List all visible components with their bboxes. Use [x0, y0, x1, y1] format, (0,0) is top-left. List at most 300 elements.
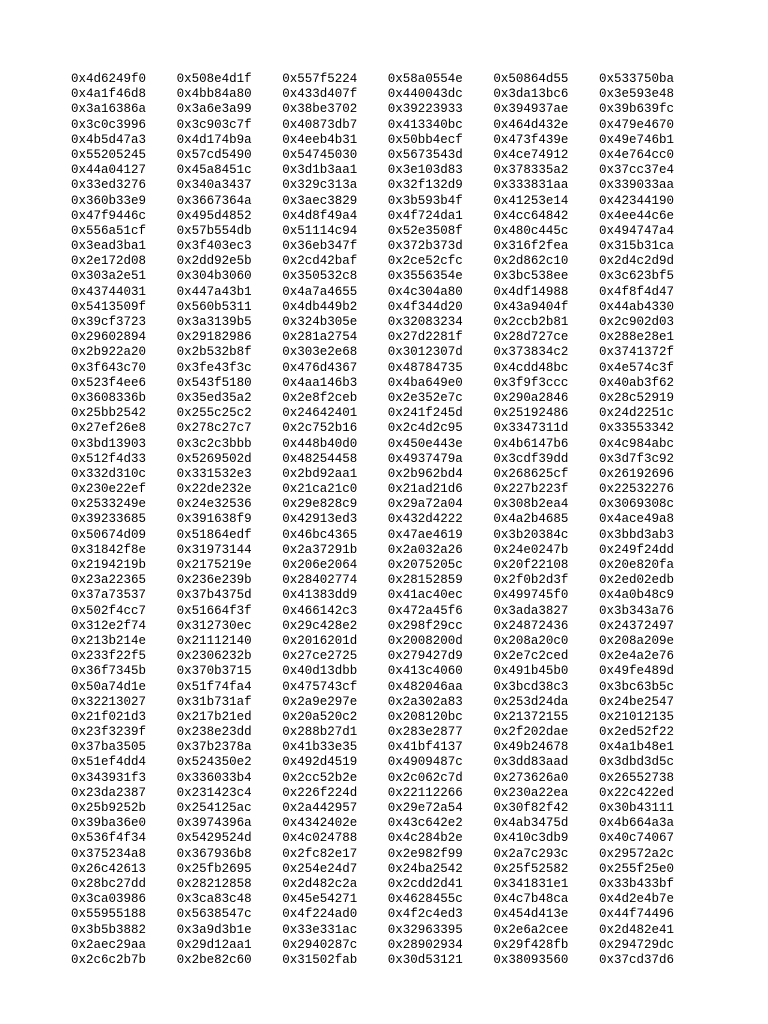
hex-cell: 0x57b554db: [176, 223, 252, 238]
hex-cell: 0x254125ac: [176, 801, 252, 815]
hex-cell: 0x4d8f49a4: [282, 208, 358, 223]
hex-cell: 0x33553342: [598, 421, 674, 436]
hex-cell: 0x4f724da1: [387, 208, 463, 223]
hex-cell: 0x410c3db9: [493, 831, 569, 846]
hex-cell: 0x45e54271: [282, 892, 358, 907]
hex-cell: 0x495d4852: [176, 208, 252, 223]
hex-cell: 0x50a74d1e: [71, 679, 147, 694]
table-row: [71, 254, 705, 269]
table-row: [71, 558, 705, 573]
hex-cell: 0x4c024788: [282, 831, 358, 846]
hex-cell: 0x51ef4dd4: [71, 755, 147, 770]
hex-cell: 0x466142c3: [282, 603, 358, 618]
hex-cell: 0x557f5224: [282, 72, 358, 86]
hex-cell: 0x2c6c2b7b: [71, 952, 147, 967]
hex-cell: 0x3f9f3ccc: [493, 375, 569, 390]
hex-cell: 0x28152859: [387, 573, 463, 588]
hex-cell: 0x32963395: [387, 922, 463, 937]
table-row: [71, 907, 705, 922]
hex-cell: 0x2ed52f22: [598, 725, 674, 740]
hex-cell: 0x57cd5490: [176, 147, 252, 162]
hex-cell: 0x5673543d: [387, 147, 463, 162]
hex-cell: 0x4a0b48c9: [598, 588, 674, 603]
table-row: [71, 528, 705, 543]
hex-cell: 0x249f24dd: [598, 542, 674, 557]
hex-cell: 0x4937479a: [387, 451, 463, 466]
hex-cell: 0x298f29cc: [387, 618, 463, 633]
hex-cell: 0x37cd37d6: [598, 952, 674, 967]
hex-cell: 0x3a6e3a99: [176, 102, 252, 117]
hex-cell: 0x24e0247b: [493, 542, 569, 557]
hex-cell: 0x556a51cf: [71, 223, 147, 238]
hex-cell: 0x304b3060: [176, 269, 252, 284]
table-row: [71, 771, 705, 786]
hex-cell: 0x51864edf: [176, 527, 252, 542]
hex-cell: 0x233f22f5: [71, 649, 147, 664]
hex-cell: 0x28bc27dd: [71, 876, 147, 891]
hex-cell: 0x37cc37e4: [598, 163, 674, 178]
hex-cell: 0x25f52582: [493, 861, 569, 876]
hex-cell: 0x58a0554e: [387, 72, 463, 86]
table-row: [71, 148, 705, 163]
hex-cell: 0x27ef26e8: [71, 421, 147, 436]
hex-cell: 0x2dd92e5b: [176, 254, 252, 269]
hex-cell: 0x32083234: [387, 315, 463, 329]
hex-cell: 0x324b305e: [282, 315, 358, 329]
hex-cell: 0x3608336b: [71, 390, 147, 405]
table-row: [71, 649, 705, 664]
hex-cell: 0x475743cf: [282, 679, 358, 694]
hex-cell: 0x524350e2: [176, 755, 252, 770]
hex-cell: 0x238e23dd: [176, 725, 252, 740]
table-row: [71, 361, 705, 376]
table-row: [71, 634, 705, 649]
hex-cell: 0x38093560: [493, 952, 569, 967]
hex-cell: 0x40c74067: [598, 831, 674, 846]
hex-cell: 0x499745f0: [493, 588, 569, 603]
hex-cell: 0x432d4222: [387, 512, 463, 527]
table-row: [71, 680, 705, 695]
hex-cell: 0x3741372f: [598, 345, 674, 360]
hex-cell: 0x24872436: [493, 618, 569, 633]
hex-cell: 0x3da13bc6: [493, 87, 569, 102]
hex-cell: 0x2d482c2a: [282, 876, 358, 891]
table-row: [71, 224, 705, 239]
hex-cell: 0x413c4060: [387, 664, 463, 679]
hex-cell: 0x268625cf: [493, 466, 569, 481]
table-row: [71, 497, 705, 512]
hex-cell: 0x315b31ca: [598, 239, 674, 254]
hex-cell: 0x38be3702: [282, 102, 358, 117]
hex-cell: 0x3974396a: [176, 816, 252, 831]
hex-cell: 0x47f9446c: [71, 208, 147, 223]
hex-cell: 0x21ca21c0: [282, 482, 358, 497]
hex-cell: 0x2e982f99: [387, 846, 463, 861]
hex-cell: 0x21372155: [493, 709, 569, 724]
hex-cell: 0x43744031: [71, 284, 147, 299]
hex-cell: 0x37b2378a: [176, 740, 252, 755]
hex-cell: 0x206e2064: [282, 558, 358, 572]
hex-cell: 0x3bc63b5c: [598, 679, 674, 694]
hex-cell: 0x33e331ac: [282, 922, 358, 937]
hex-cell: 0x2bd92aa1: [282, 466, 358, 481]
hex-cell: 0x373834c2: [493, 345, 569, 360]
hex-cell: 0x281a2754: [282, 330, 358, 345]
hex-cell: 0x372b373d: [387, 239, 463, 254]
table-row: [71, 892, 705, 907]
hex-cell: 0x30f82f42: [493, 801, 569, 815]
hex-cell: 0x375234a8: [71, 846, 147, 861]
hex-cell: 0x4b6147b6: [493, 436, 569, 451]
hex-cell: 0x413340bc: [387, 117, 463, 132]
hex-cell: 0x39233685: [71, 512, 147, 527]
hex-cell: 0x4a1f46d8: [71, 87, 147, 102]
hex-cell: 0x447a43b1: [176, 284, 252, 299]
hex-cell: 0x2f0b2d3f: [493, 573, 569, 588]
hex-cell: 0x3bbd3ab3: [598, 527, 674, 542]
hex-cell: 0x3ada3827: [493, 603, 569, 618]
hex-cell: 0x230e22ef: [71, 482, 147, 497]
table-row: [71, 816, 705, 831]
table-row: [71, 300, 705, 315]
hex-cell: 0x3069308c: [598, 497, 674, 512]
table-row: [71, 239, 705, 254]
hex-cell: 0x3a16386a: [71, 102, 147, 117]
hex-cell: 0x3bc538ee: [493, 269, 569, 284]
hex-cell: 0x39b639fc: [598, 102, 674, 117]
hex-cell: 0x32f132d9: [387, 178, 463, 193]
hex-cell: 0x253d24da: [493, 694, 569, 709]
hex-cell: 0x5429524d: [176, 831, 252, 846]
hex-cell: 0x26c42613: [71, 861, 147, 876]
hex-cell: 0x25fb2695: [176, 861, 252, 876]
hex-cell: 0x213b214e: [71, 633, 147, 648]
hex-cell: 0x4f344d20: [387, 299, 463, 314]
hex-cell: 0x41383dd9: [282, 588, 358, 603]
hex-cell: 0x51664f3f: [176, 603, 252, 618]
hex-cell: 0x4342402e: [282, 816, 358, 831]
hex-cell: 0x27ce2725: [282, 649, 358, 664]
hex-cell: 0x20f22108: [493, 558, 569, 572]
table-row: [71, 710, 705, 725]
hex-cell: 0x54745030: [282, 147, 358, 162]
hex-cell: 0x2ed02edb: [598, 573, 674, 588]
hex-cell: 0x40ab3f62: [598, 375, 674, 390]
table-row: [71, 315, 705, 330]
hex-cell: 0x44a04127: [71, 163, 147, 178]
hex-cell: 0x2a37291b: [282, 542, 358, 557]
hex-cell: 0x3aec3829: [282, 193, 358, 208]
hex-cell: 0x28902934: [387, 937, 463, 952]
hex-cell: 0x29d12aa1: [176, 937, 252, 952]
hex-cell: 0x37b4375d: [176, 588, 252, 603]
hex-cell: 0x4aa146b3: [282, 375, 358, 390]
hex-cell: 0x491b45b0: [493, 664, 569, 679]
hex-cell: 0x290a2846: [493, 390, 569, 405]
hex-cell: 0x2e352e7c: [387, 390, 463, 405]
hex-cell: 0x28402774: [282, 573, 358, 588]
table-row: [71, 452, 705, 467]
hex-cell: 0x3b20384c: [493, 527, 569, 542]
hex-cell: 0x4db449b2: [282, 299, 358, 314]
hex-cell: 0x4ee44c6e: [598, 208, 674, 223]
hex-cell: 0x230a22ea: [493, 785, 569, 800]
hex-cell: 0x3c623bf5: [598, 269, 674, 284]
hex-cell: 0x22c422ed: [598, 785, 674, 800]
hex-cell: 0x226f224d: [282, 785, 358, 800]
table-row: [71, 801, 705, 816]
hex-cell: 0x3347311d: [493, 421, 569, 436]
hex-cell: 0x30b43111: [598, 801, 674, 815]
hex-cell: 0x3556354e: [387, 269, 463, 284]
hex-cell: 0x40873db7: [282, 117, 358, 132]
hex-cell: 0x273626a0: [493, 770, 569, 785]
hex-cell: 0x25b9252b: [71, 801, 147, 815]
table-row: [71, 163, 705, 178]
hex-cell: 0x279427d9: [387, 649, 463, 664]
hex-cell: 0x29a72a04: [387, 497, 463, 512]
hex-cell: 0x2a302a83: [387, 694, 463, 709]
hex-cell: 0x3b5b3882: [71, 922, 147, 937]
table-row: [71, 178, 705, 193]
hex-cell: 0x2016201d: [282, 633, 358, 648]
hex-cell: 0x4b5d47a3: [71, 132, 147, 147]
hex-cell: 0x55955188: [71, 907, 147, 922]
hex-cell: 0x46bc4365: [282, 527, 358, 542]
hex-cell: 0x27d2281f: [387, 330, 463, 345]
hex-cell: 0x492d4519: [282, 755, 358, 770]
hex-cell: 0x2d862c10: [493, 254, 569, 269]
hex-cell: 0x26552738: [598, 770, 674, 785]
hex-cell: 0x3f403ec3: [176, 239, 252, 254]
hex-cell: 0x231423c4: [176, 785, 252, 800]
hex-cell: 0x341831e1: [493, 876, 569, 891]
table-row: [71, 269, 705, 284]
hex-cell: 0x2be82c60: [176, 952, 252, 967]
hex-cell: 0x3d7f3c92: [598, 451, 674, 466]
hex-cell: 0x367936b8: [176, 846, 252, 861]
hex-cell: 0x26192696: [598, 466, 674, 481]
table-row: [71, 482, 705, 497]
table-row: [71, 345, 705, 360]
hex-cell: 0x43a9404f: [493, 299, 569, 314]
hex-cell: 0x5413509f: [71, 299, 147, 314]
hex-cell: 0x2f202dae: [493, 725, 569, 740]
table-row: [71, 862, 705, 877]
hex-cell: 0x4a2b4685: [493, 512, 569, 527]
hex-cell: 0x55205245: [71, 147, 147, 162]
hex-cell: 0x283e2877: [387, 725, 463, 740]
hex-cell: 0x23f3239f: [71, 725, 147, 740]
table-row: [71, 133, 705, 148]
hex-cell: 0x48784735: [387, 360, 463, 375]
table-row: [71, 209, 705, 224]
hex-cell: 0x217b21ed: [176, 709, 252, 724]
hex-cell: 0x4d6249f0: [71, 72, 147, 86]
hex-cell: 0x39cf3723: [71, 315, 147, 329]
hex-cell: 0x2cd42baf: [282, 254, 358, 269]
hex-cell: 0x2d4c2d9d: [598, 254, 674, 269]
hex-cell: 0x51f74fa4: [176, 679, 252, 694]
hex-cell: 0x21012135: [598, 709, 674, 724]
hex-cell: 0x25192486: [493, 406, 569, 421]
hex-cell: 0x28212858: [176, 876, 252, 891]
hex-cell: 0x3bd13903: [71, 436, 147, 451]
table-row: [71, 755, 705, 770]
hex-cell: 0x2a7c293c: [493, 846, 569, 861]
hex-cell: 0x4c304a80: [387, 284, 463, 299]
hex-cell: 0x22112266: [387, 785, 463, 800]
hex-cell: 0x3a9d3b1e: [176, 922, 252, 937]
hex-cell: 0x2194219b: [71, 558, 147, 572]
hex-cell: 0x502f4cc7: [71, 603, 147, 618]
table-row: [71, 847, 705, 862]
hex-cell: 0x21112140: [176, 633, 252, 648]
hex-cell: 0x4f224ad0: [282, 907, 358, 922]
hex-cell: 0x339033aa: [598, 178, 674, 193]
hex-cell: 0x32213027: [71, 694, 147, 709]
hex-cell: 0x480c445c: [493, 223, 569, 238]
hex-cell: 0x2b532b8f: [176, 345, 252, 360]
hex-cell: 0x2306232b: [176, 649, 252, 664]
hex-cell: 0x41253e14: [493, 193, 569, 208]
hex-cell: 0x30d53121: [387, 952, 463, 967]
hex-cell: 0x340a3437: [176, 178, 252, 193]
hex-cell: 0x3d1b3aa1: [282, 163, 358, 178]
hex-cell: 0x31973144: [176, 542, 252, 557]
hex-cell: 0x350532c8: [282, 269, 358, 284]
hex-cell: 0x3ca03986: [71, 892, 147, 907]
hex-cell: 0x20e820fa: [598, 558, 674, 572]
table-row: [71, 695, 705, 710]
hex-cell: 0x278c27c7: [176, 421, 252, 436]
hex-cell: 0x3bcd38c3: [493, 679, 569, 694]
hex-cell: 0x3ead3ba1: [71, 239, 147, 254]
table-row: [71, 543, 705, 558]
hex-cell: 0x4df14988: [493, 284, 569, 299]
table-row: [71, 406, 705, 421]
table-row: [71, 118, 705, 133]
hex-cell: 0x303e2e68: [282, 345, 358, 360]
table-row: [71, 194, 705, 209]
hex-cell: 0x51114c94: [282, 223, 358, 238]
hex-cell: 0x52e3508f: [387, 223, 463, 238]
hex-cell: 0x33ed3276: [71, 178, 147, 193]
hex-cell: 0x2a032a26: [387, 542, 463, 557]
hex-cell: 0x29572a2c: [598, 846, 674, 861]
hex-cell: 0x560b5311: [176, 299, 252, 314]
table-row: [71, 421, 705, 436]
hex-cell: 0x4d174b9a: [176, 132, 252, 147]
hex-cell: 0x2ccb2b81: [493, 315, 569, 329]
table-row: [71, 467, 705, 482]
hex-cell: 0x473f439e: [493, 132, 569, 147]
hex-cell: 0x494747a4: [598, 223, 674, 238]
hex-cell: 0x208a20c0: [493, 633, 569, 648]
hex-cell: 0x2c4d2c95: [387, 421, 463, 436]
hex-cell: 0x2075205c: [387, 558, 463, 572]
hex-cell: 0x39223933: [387, 102, 463, 117]
hex-cell: 0x255f25e0: [598, 861, 674, 876]
hex-cell: 0x31b731af: [176, 694, 252, 709]
hex-cell: 0x4628455c: [387, 892, 463, 907]
hex-cell: 0x21ad21d6: [387, 482, 463, 497]
hex-cell: 0x331532e3: [176, 466, 252, 481]
hex-cell: 0x3f643c70: [71, 360, 147, 375]
hex-cell: 0x236e239b: [176, 573, 252, 588]
hex-cell: 0x303a2e51: [71, 269, 147, 284]
hex-cell: 0x41bf4137: [387, 740, 463, 755]
hex-cell: 0x312e2f74: [71, 618, 147, 633]
table-row: [71, 786, 705, 801]
hex-cell: 0x42913ed3: [282, 512, 358, 527]
hex-cell: 0x2e8f2ceb: [282, 390, 358, 405]
hex-cell: 0x433d407f: [282, 87, 358, 102]
hex-cell: 0x5638547c: [176, 907, 252, 922]
hex-cell: 0x39ba36e0: [71, 816, 147, 831]
table-row: [71, 619, 705, 634]
table-row: [71, 604, 705, 619]
hex-cell: 0x454d413e: [493, 907, 569, 922]
hex-cell: 0x4c984abc: [598, 436, 674, 451]
hex-cell: 0x482046aa: [387, 679, 463, 694]
hex-cell: 0x4ce74912: [493, 147, 569, 162]
hex-cell: 0x3b593b4f: [387, 193, 463, 208]
hex-cell: 0x255c25c2: [176, 406, 252, 421]
table-row: [71, 376, 705, 391]
hex-cell: 0x4eeb4b31: [282, 132, 358, 147]
hex-cell: 0x472a45f6: [387, 603, 463, 618]
hex-cell: 0x329c313a: [282, 178, 358, 193]
hex-cell: 0x24ba2542: [387, 861, 463, 876]
hex-cell: 0x2a9e297e: [282, 694, 358, 709]
hex-cell: 0x20a520c2: [282, 709, 358, 724]
table-row: [71, 573, 705, 588]
hex-cell: 0x29182986: [176, 330, 252, 345]
hex-cell: 0x4bb84a80: [176, 87, 252, 102]
hex-cell: 0x50864d55: [493, 72, 569, 86]
hex-cell: 0x24be2547: [598, 694, 674, 709]
hex-cell: 0x3fe43f3c: [176, 360, 252, 375]
hex-cell: 0x3dbd3d5c: [598, 755, 674, 770]
hex-cell: 0x4ace49a8: [598, 512, 674, 527]
hex-cell: 0x2fc82e17: [282, 846, 358, 861]
hex-cell: 0x391638f9: [176, 512, 252, 527]
hex-cell: 0x50bb4ecf: [387, 132, 463, 147]
hex-cell: 0x479e4670: [598, 117, 674, 132]
hex-cell: 0x450e443e: [387, 436, 463, 451]
hex-cell: 0x29e72a54: [387, 801, 463, 815]
hex-cell: 0x44f74496: [598, 907, 674, 922]
hex-cell: 0x49fe489d: [598, 664, 674, 679]
hex-table-body: [71, 72, 705, 968]
hex-cell: 0x29c428e2: [282, 618, 358, 633]
hex-cell: 0x22532276: [598, 482, 674, 497]
hex-cell: 0x4909487c: [387, 755, 463, 770]
hex-cell: 0x2008200d: [387, 633, 463, 648]
hex-cell: 0x533750ba: [598, 72, 674, 86]
hex-cell: 0x33b433bf: [598, 876, 674, 891]
hex-cell: 0x4a7a4655: [282, 284, 358, 299]
hex-cell: 0x2a442957: [282, 801, 358, 815]
hex-cell: 0x29f428fb: [493, 937, 569, 952]
hex-cell: 0x24642401: [282, 406, 358, 421]
hex-cell: 0x28d727ce: [493, 330, 569, 345]
hex-cell: 0x2e172d08: [71, 254, 147, 269]
hex-cell: 0x2ce52cfc: [387, 254, 463, 269]
table-row: [71, 102, 705, 117]
hex-cell: 0x35ed35a2: [176, 390, 252, 405]
